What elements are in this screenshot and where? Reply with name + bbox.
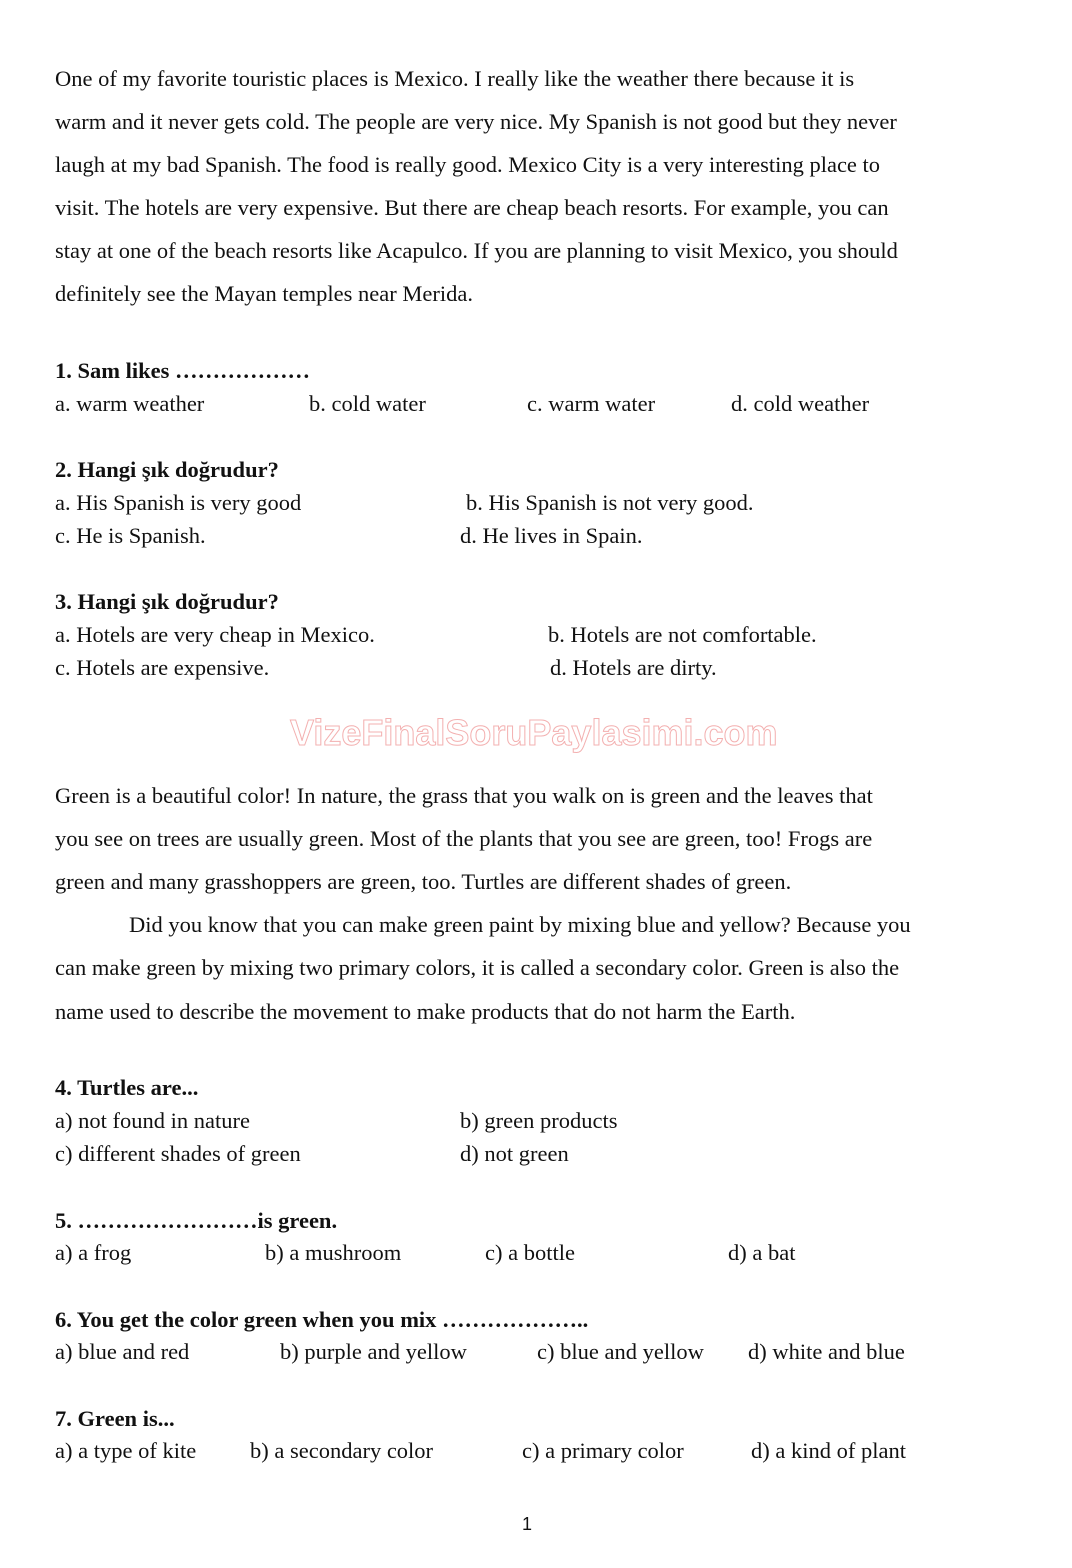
option-c: c) a bottle [485, 1240, 575, 1265]
option-b: b. Hotels are not comfortable. [548, 622, 817, 647]
passage-line: One of my favorite touristic places is Mexico. I really like the weather there because it is [55, 66, 855, 91]
question-text: 4. Turtles are... [55, 1075, 199, 1100]
question-text: 1. Sam likes ……………… [55, 358, 311, 383]
option-a: a. His Spanish is very good [55, 490, 302, 515]
option-d: d. He lives in Spain. [460, 523, 643, 548]
passage-line: can make green by mixing two primary colors, it is called a secondary color. Green is also the [55, 955, 900, 980]
question-text: 3. Hangi şık doğrudur? [55, 589, 279, 614]
option-b: b) green products [460, 1108, 618, 1133]
passage-line: green and many grasshoppers are green, too. Turtles are different shades of green. [55, 869, 792, 894]
option-b: b) a mushroom [265, 1240, 402, 1265]
passage-line: warm and it never gets cold. The people are very nice. My Spanish is not good but they never [55, 109, 897, 134]
passage-line: definitely see the Mayan temples near Merida. [55, 281, 473, 306]
option-c: c) blue and yellow [537, 1339, 704, 1364]
passage-line: name used to describe the movement to make products that do not harm the Earth. [55, 999, 796, 1024]
question-text: 5. ……………………is green. [55, 1208, 338, 1233]
option-a: a) a type of kite [55, 1438, 197, 1463]
question-text: 7. Green is... [55, 1406, 175, 1431]
option-b: b) purple and yellow [280, 1339, 467, 1364]
passage-line: stay at one of the beach resorts like Acapulco. If you are planning to visit Mexico, you should [55, 238, 898, 263]
option-b: b. His Spanish is not very good. [466, 490, 754, 515]
option-a: a. warm weather [55, 391, 205, 416]
option-c: c. He is Spanish. [55, 523, 206, 548]
passage-line: Green is a beautiful color! In nature, the grass that you walk on is green and the leaves that [55, 783, 873, 808]
option-d: d) not green [460, 1141, 569, 1166]
option-d: d) a kind of plant [751, 1438, 906, 1463]
option-d: d) white and blue [748, 1339, 905, 1364]
passage-line: visit. The hotels are very expensive. But there are cheap beach resorts. For example, you can [55, 195, 889, 220]
passage-line: you see on trees are usually green. Most of the plants that you see are green, too! Frogs are [55, 826, 873, 851]
option-a: a. Hotels are very cheap in Mexico. [55, 622, 375, 647]
question-text: 2. Hangi şık doğrudur? [55, 457, 279, 482]
option-c: c) different shades of green [55, 1141, 301, 1166]
option-c: c. warm water [527, 391, 656, 416]
option-a: a) a frog [55, 1240, 132, 1265]
option-d: d. cold weather [731, 391, 870, 416]
option-a: a) not found in nature [55, 1108, 250, 1133]
option-d: d. Hotels are dirty. [550, 655, 717, 680]
option-a: a) blue and red [55, 1339, 190, 1364]
passage-line: Did you know that you can make green paint by mixing blue and yellow? Because you [129, 912, 911, 937]
question-text: 6. You get the color green when you mix ……………….. [55, 1307, 589, 1332]
option-b: b. cold water [309, 391, 426, 416]
watermark: VizeFinalSoruPaylasimi.com [290, 712, 778, 753]
option-b: b) a secondary color [250, 1438, 434, 1463]
option-c: c) a primary color [522, 1438, 684, 1463]
page-number: 1 [522, 1514, 533, 1534]
option-d: d) a bat [728, 1240, 796, 1265]
passage-line: laugh at my bad Spanish. The food is really good. Mexico City is a very interesting place to [55, 152, 881, 177]
option-c: c. Hotels are expensive. [55, 655, 270, 680]
